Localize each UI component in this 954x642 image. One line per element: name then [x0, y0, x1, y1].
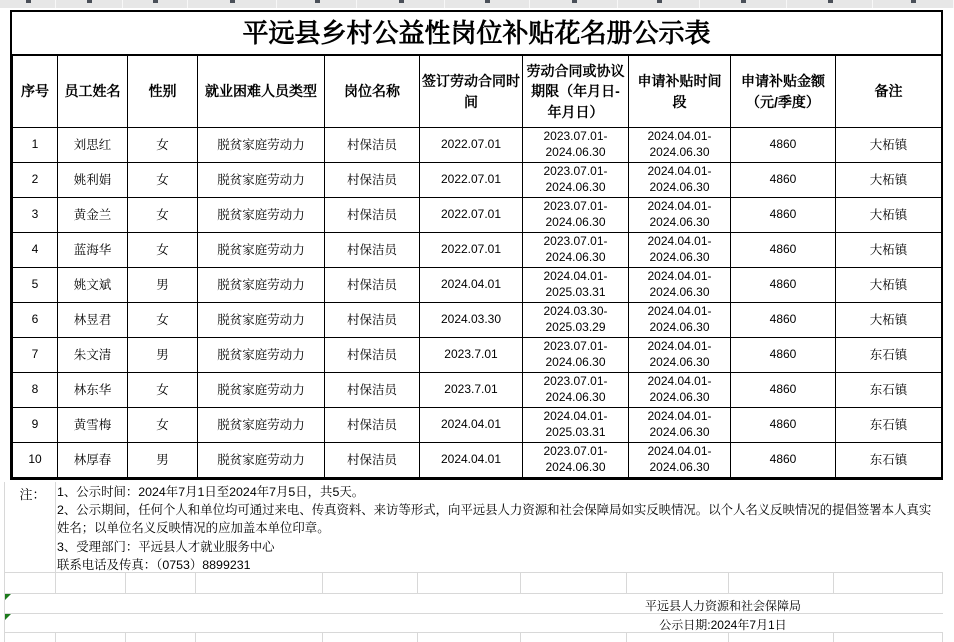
cell-error-indicator-icon [5, 594, 11, 600]
cell-amount[interactable]: 4860 [731, 443, 836, 478]
cell-gender[interactable]: 男 [128, 338, 198, 373]
gridline [626, 632, 627, 642]
cell-remark[interactable]: 大柘镇 [836, 128, 942, 163]
cell-remark[interactable]: 大柘镇 [836, 233, 942, 268]
cell-name[interactable]: 林东华 [58, 373, 128, 408]
table-row [13, 373, 942, 408]
cell-sign-date[interactable]: 2024.04.01 [420, 408, 523, 443]
cell-name[interactable]: 朱文清 [58, 338, 128, 373]
cell-remark[interactable]: 东石镇 [836, 408, 942, 443]
table-row [13, 233, 942, 268]
header-row [13, 56, 942, 128]
cell-contract-period[interactable]: 2023.07.01-2024.06.30 [523, 338, 629, 373]
clipped-text-fragment [911, 0, 916, 3]
clipped-cell [56, 0, 123, 8]
header-cell-gender[interactable]: 性别 [128, 56, 198, 128]
cell-gender[interactable]: 男 [128, 443, 198, 478]
table-row [13, 303, 942, 338]
cell-sign-date[interactable]: 2023.7.01 [420, 338, 523, 373]
cell-gender[interactable]: 女 [128, 128, 198, 163]
cell-type[interactable]: 脱贫家庭劳动力 [198, 303, 325, 338]
cell-remark[interactable]: 东石镇 [836, 373, 942, 408]
cell-type[interactable]: 脱贫家庭劳动力 [198, 233, 325, 268]
cell-amount[interactable]: 4860 [731, 163, 836, 198]
header-cell-apply-period[interactable]: 申请补贴时间段 [629, 56, 731, 128]
cell-remark[interactable]: 大柘镇 [836, 303, 942, 338]
clipped-cell [188, 0, 277, 8]
cell-type[interactable]: 脱贫家庭劳动力 [198, 373, 325, 408]
footer-publish-date[interactable]: 公示日期:2024年7月1日 [659, 618, 787, 632]
gridline [942, 572, 943, 593]
gridline [417, 572, 418, 593]
gridline [4, 593, 943, 594]
cell-contract-period[interactable]: 2024.04.01-2025.03.31 [523, 268, 629, 303]
cell-contract-period[interactable]: 2023.07.01-2024.06.30 [523, 163, 629, 198]
clipped-text-fragment [315, 0, 320, 3]
cell-apply-period[interactable]: 2024.04.01-2024.06.30 [629, 233, 731, 268]
gridline [55, 632, 56, 642]
gridline [833, 572, 834, 593]
clipped-text-fragment [26, 0, 31, 3]
gridline [833, 632, 834, 642]
cell-contract-period[interactable]: 2023.07.01-2024.06.30 [523, 128, 629, 163]
clipped-text-fragment [741, 0, 746, 3]
cell-name[interactable]: 蓝海华 [58, 233, 128, 268]
cell-sign-date[interactable]: 2024.03.30 [420, 303, 523, 338]
cell-remark[interactable]: 东石镇 [836, 338, 942, 373]
cell-gender[interactable]: 男 [128, 268, 198, 303]
cell-no[interactable]: 6 [13, 303, 58, 338]
cell-contract-period[interactable]: 2023.07.01-2024.06.30 [523, 443, 629, 478]
page-title[interactable]: 平远县乡村公益性岗位补贴花名册公示表 [12, 12, 941, 55]
clipped-text-fragment [87, 0, 92, 3]
cell-remark[interactable]: 东石镇 [836, 443, 942, 478]
cell-type[interactable]: 脱贫家庭劳动力 [198, 268, 325, 303]
gridline [4, 572, 943, 573]
gridline [520, 632, 521, 642]
cell-no[interactable]: 7 [13, 338, 58, 373]
roster-table [10, 10, 943, 480]
gridline [417, 632, 418, 642]
table-row [13, 128, 942, 163]
cell-apply-period[interactable]: 2024.04.01-2024.06.30 [629, 408, 731, 443]
cell-amount[interactable]: 4860 [731, 303, 836, 338]
clipped-text-fragment [153, 0, 158, 3]
cell-amount[interactable]: 4860 [731, 408, 836, 443]
cell-type[interactable]: 脱贫家庭劳动力 [198, 198, 325, 233]
header-cell-contract-period[interactable]: 劳动合同或协议期限（年月日-年月日） [523, 56, 629, 128]
cell-no[interactable]: 9 [13, 408, 58, 443]
cell-name[interactable]: 刘思红 [58, 128, 128, 163]
gridline [322, 632, 323, 642]
cell-contract-period[interactable]: 2024.04.01-2025.03.31 [523, 408, 629, 443]
clipped-cell [445, 0, 530, 8]
clipped-cell [787, 0, 873, 8]
clipped-cells-strip [0, 0, 954, 8]
cell-gender[interactable]: 女 [128, 163, 198, 198]
cell-type[interactable]: 脱贫家庭劳动力 [198, 408, 325, 443]
gridline [728, 572, 729, 593]
cell-position[interactable]: 村保洁员 [325, 338, 420, 373]
cell-position[interactable]: 村保洁员 [325, 163, 420, 198]
clipped-text-fragment [657, 0, 662, 3]
cell-apply-period[interactable]: 2024.04.01-2024.06.30 [629, 128, 731, 163]
table-row [13, 268, 942, 303]
clipped-cell [618, 0, 700, 8]
cell-apply-period[interactable]: 2024.04.01-2024.06.30 [629, 303, 731, 338]
cell-name[interactable]: 黄雪梅 [58, 408, 128, 443]
cell-sign-date[interactable]: 2024.04.01 [420, 443, 523, 478]
header-cell-sign-date[interactable]: 签订劳动合同时间 [420, 56, 523, 128]
cell-no[interactable]: 5 [13, 268, 58, 303]
cell-sign-date[interactable]: 2022.07.01 [420, 233, 523, 268]
cell-amount[interactable]: 4860 [731, 233, 836, 268]
cell-contract-period[interactable]: 2024.03.30-2025.03.29 [523, 303, 629, 338]
table-row [13, 443, 942, 478]
cell-no[interactable]: 8 [13, 373, 58, 408]
cell-apply-period[interactable]: 2024.04.01-2024.06.30 [629, 163, 731, 198]
clipped-cell [700, 0, 787, 8]
cell-amount[interactable]: 4860 [731, 373, 836, 408]
clipped-cell [873, 0, 954, 8]
gridline [125, 572, 126, 593]
cell-no[interactable]: 3 [13, 198, 58, 233]
cell-name[interactable]: 姚文斌 [58, 268, 128, 303]
clipped-cell [123, 0, 188, 8]
note-item-3[interactable]: 3、受理部门：平远县人才就业服务中心 [57, 540, 275, 554]
gridline [626, 572, 627, 593]
cell-position[interactable]: 村保洁员 [325, 373, 420, 408]
cell-apply-period[interactable]: 2024.04.01-2024.06.30 [629, 198, 731, 233]
cell-sign-date[interactable]: 2022.07.01 [420, 163, 523, 198]
gridline [4, 482, 5, 642]
cell-apply-period[interactable]: 2024.04.01-2024.06.30 [629, 338, 731, 373]
table-row [13, 338, 942, 373]
cell-apply-period[interactable]: 2024.04.01-2024.06.30 [629, 443, 731, 478]
cell-error-indicator-icon [5, 614, 11, 620]
notes-label[interactable]: 注： [19, 487, 46, 502]
cell-no[interactable]: 4 [13, 233, 58, 268]
cell-no[interactable]: 2 [13, 163, 58, 198]
gridline [55, 482, 56, 593]
cell-contract-period[interactable]: 2023.07.01-2024.06.30 [523, 233, 629, 268]
cell-remark[interactable]: 大柘镇 [836, 198, 942, 233]
cell-gender[interactable]: 女 [128, 373, 198, 408]
gridline [322, 572, 323, 593]
cell-type[interactable]: 脱贫家庭劳动力 [198, 338, 325, 373]
cell-sign-date[interactable]: 2024.04.01 [420, 268, 523, 303]
header-cell-remark[interactable]: 备注 [836, 56, 942, 128]
cell-remark[interactable]: 大柘镇 [836, 163, 942, 198]
cell-position[interactable]: 村保洁员 [325, 303, 420, 338]
cell-position[interactable]: 村保洁员 [325, 198, 420, 233]
gridline [942, 632, 943, 642]
cell-no[interactable]: 10 [13, 443, 58, 478]
table-row [13, 198, 942, 233]
cell-remark[interactable]: 大柘镇 [836, 268, 942, 303]
cell-position[interactable]: 村保洁员 [325, 268, 420, 303]
header-cell-amount[interactable]: 申请补贴金额（元/季度） [731, 56, 836, 128]
gridline [728, 632, 729, 642]
header-cell-name[interactable]: 员工姓名 [58, 56, 128, 128]
cell-name[interactable]: 林昱君 [58, 303, 128, 338]
cell-no[interactable]: 1 [13, 128, 58, 163]
cell-position[interactable]: 村保洁员 [325, 443, 420, 478]
cell-apply-period[interactable]: 2024.04.01-2024.06.30 [629, 373, 731, 408]
header-cell-type[interactable]: 就业困难人员类型 [198, 56, 325, 128]
cell-position[interactable]: 村保洁员 [325, 233, 420, 268]
cell-position[interactable]: 村保洁员 [325, 128, 420, 163]
clipped-cell [530, 0, 618, 8]
cell-contract-period[interactable]: 2023.07.01-2024.06.30 [523, 373, 629, 408]
note-contact[interactable]: 联系电话及传真：（0753）8899231 [57, 558, 251, 572]
cell-amount[interactable]: 4860 [731, 338, 836, 373]
cell-gender[interactable]: 女 [128, 408, 198, 443]
cell-contract-period[interactable]: 2023.07.01-2024.06.30 [523, 198, 629, 233]
cell-sign-date[interactable]: 2022.07.01 [420, 128, 523, 163]
clipped-text-fragment [572, 0, 577, 3]
cell-type[interactable]: 脱贫家庭劳动力 [198, 443, 325, 478]
table-row [13, 408, 942, 443]
clipped-text-fragment [485, 0, 490, 3]
cell-amount[interactable]: 4860 [731, 128, 836, 163]
cell-position[interactable]: 村保洁员 [325, 408, 420, 443]
cell-gender[interactable]: 女 [128, 198, 198, 233]
clipped-cell [0, 0, 56, 8]
cell-name[interactable]: 黄金兰 [58, 198, 128, 233]
cell-amount[interactable]: 4860 [731, 198, 836, 233]
cell-apply-period[interactable]: 2024.04.01-2024.06.30 [629, 268, 731, 303]
note-item-1[interactable]: 1、公示时间：2024年7月1日至2024年7月5日，共5天。 [57, 485, 365, 499]
header-cell-no[interactable]: 序号 [13, 56, 58, 128]
cell-name[interactable]: 姚利娟 [58, 163, 128, 198]
gridline [195, 632, 196, 642]
cell-type[interactable]: 脱贫家庭劳动力 [198, 128, 325, 163]
cell-gender[interactable]: 女 [128, 233, 198, 268]
cell-sign-date[interactable]: 2022.07.01 [420, 198, 523, 233]
clipped-text-fragment [399, 0, 404, 3]
note-item-2[interactable]: 2、公示期间，任何个人和单位均可通过来电、传真资料、来访等形式，向平远县人力资源和社会保障局如实反映情况。以个人名义反映情况的提倡签署本人真实姓名；以单位名义反映情况的应加盖本单位印章。 [57, 503, 932, 535]
cell-type[interactable]: 脱贫家庭劳动力 [198, 163, 325, 198]
header-cell-position[interactable]: 岗位名称 [325, 56, 420, 128]
gridline [520, 572, 521, 593]
clipped-text-fragment [828, 0, 833, 3]
clipped-cell [357, 0, 445, 8]
cell-sign-date[interactable]: 2023.7.01 [420, 373, 523, 408]
cell-amount[interactable]: 4860 [731, 268, 836, 303]
footer-organization[interactable]: 平远县人力资源和社会保障局 [644, 599, 801, 613]
gridline [195, 572, 196, 593]
gridline [125, 632, 126, 642]
table-row [13, 163, 942, 198]
clipped-cell [277, 0, 357, 8]
cell-gender[interactable]: 女 [128, 303, 198, 338]
clipped-text-fragment [230, 0, 235, 3]
cell-name[interactable]: 林厚春 [58, 443, 128, 478]
